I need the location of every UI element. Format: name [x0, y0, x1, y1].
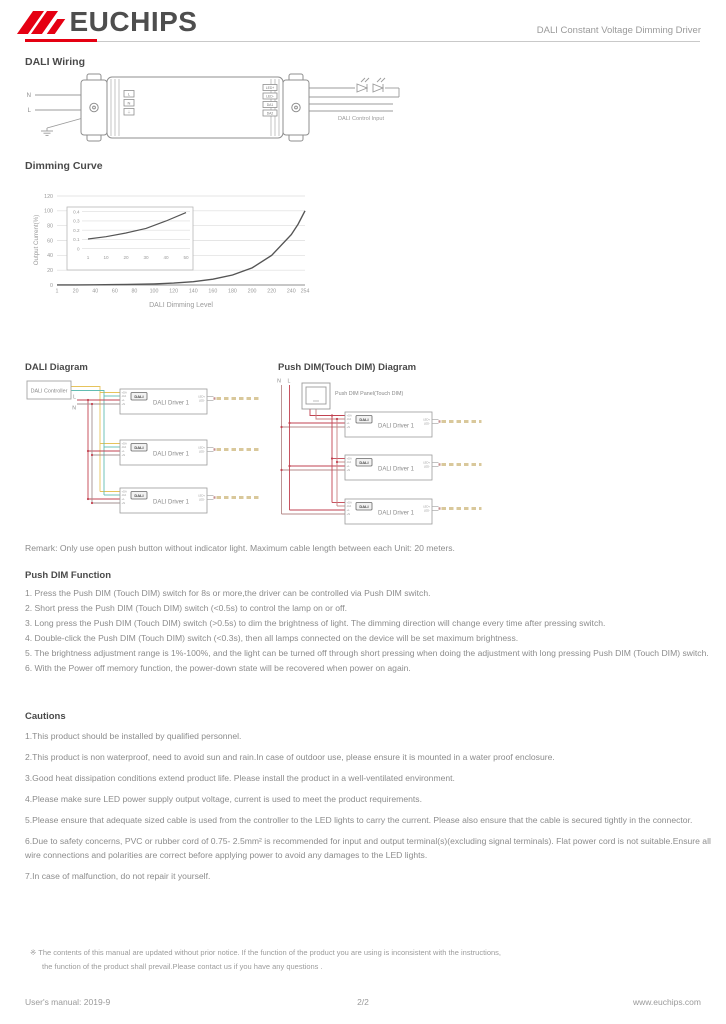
svg-text:+N: +N [121, 454, 126, 458]
svg-text:+N: +N [346, 426, 351, 430]
cautions-title: Cautions [25, 711, 66, 722]
dali-diagram-title: DALI Diagram [25, 362, 88, 373]
dali-controller-label: DALI Controller [30, 388, 68, 395]
svg-text:100: 100 [149, 288, 159, 295]
svg-text:DALI Dimming Level: DALI Dimming Level [149, 302, 213, 309]
push-dim-diagram [275, 375, 490, 540]
svg-text:LED+: LED+ [423, 461, 430, 465]
euchips-logo [25, 6, 198, 37]
bus-n-label: N [72, 405, 76, 412]
terminal-ledp: LED+ [265, 86, 275, 91]
svg-text:+DA: +DA [121, 490, 127, 494]
caution-item: 4.Please make sure LED power supply output voltage, current is used to meet the product requirements. [25, 794, 422, 804]
logo-text: EUCHIPS [69, 6, 198, 37]
svg-text:LED-: LED- [198, 399, 205, 403]
push-dim-function-list [25, 586, 719, 676]
footer-page-number: 2/2 [357, 997, 369, 1007]
svg-text:DALI: DALI [359, 504, 369, 509]
push-n-label: N [277, 378, 281, 385]
svg-text:0.3: 0.3 [73, 218, 80, 224]
svg-text:DALI Driver 1: DALI Driver 1 [378, 423, 415, 430]
dimming-curve-chart [28, 180, 328, 320]
svg-text:40: 40 [163, 255, 169, 260]
svg-text:220: 220 [267, 288, 277, 295]
push-l-label: L [287, 378, 291, 385]
bus-l-label: L [73, 394, 76, 401]
svg-text:+DA: +DA [121, 391, 127, 395]
svg-text:40: 40 [47, 253, 53, 260]
svg-text:120: 120 [169, 288, 179, 295]
svg-text:+L: +L [346, 509, 350, 513]
svg-text:60: 60 [111, 288, 118, 295]
svg-text:120: 120 [44, 193, 53, 200]
svg-text:140: 140 [188, 288, 198, 295]
dali-driver-group [120, 389, 262, 513]
svg-text:DALI Driver 1: DALI Driver 1 [378, 466, 415, 473]
terminal-da2: DA2 [266, 111, 274, 116]
svg-text:LED-: LED- [423, 422, 430, 426]
svg-text:160: 160 [208, 288, 218, 295]
svg-text:+L: +L [346, 422, 350, 426]
terminal-da1: DA1 [266, 103, 274, 108]
svg-text:+L: +L [121, 450, 125, 454]
svg-text:30: 30 [143, 255, 149, 260]
svg-text:240: 240 [286, 288, 296, 295]
svg-text:+N: +N [346, 469, 351, 473]
svg-text:+DA: +DA [121, 442, 127, 446]
svg-text:+DA: +DA [346, 501, 352, 505]
footer-website: www.euchips.com [632, 997, 701, 1007]
caution-item: 3.Good heat dissipation conditions extend product life. Please install the product in a well-ventilated environment. [25, 773, 455, 783]
svg-text:-DA: -DA [346, 418, 352, 422]
svg-text:0: 0 [50, 282, 53, 289]
push-dim-function-item: 1. Press the Push DIM (Touch DIM) switch for 8s or more,the driver can be controlled via Push DIM switch. [25, 588, 431, 598]
manual-note [30, 946, 690, 974]
cautions-list [25, 729, 719, 890]
svg-text:0.4: 0.4 [73, 209, 80, 215]
svg-text:LED-: LED- [198, 498, 205, 502]
svg-text:20: 20 [123, 255, 129, 260]
svg-text:0: 0 [76, 246, 80, 252]
caution-item: 6.Due to safety concerns, PVC or rubber cord of 0.75- 2.5mm² is recommended for input and output terminal(s)(excluding signal terminals). Flat power cord is not suitable.Ensure all wire connections and polarities are correct before applying power to avoid any damages to the LED lights. [25, 836, 711, 860]
caution-item: 1.This product should be installed by qualified personnel. [25, 731, 242, 741]
svg-text:-DA: -DA [346, 505, 352, 509]
svg-text:+L: +L [121, 498, 125, 502]
svg-text:DALI Driver 1: DALI Driver 1 [378, 510, 415, 517]
push-dim-function-title: Push DIM Function [25, 570, 112, 581]
caution-item: 5.Please ensure that adequate sized cable is used from the controller to the LED lights to carry the current. Please also ensure that the cable is secured tightly in the connector. [25, 815, 693, 825]
svg-text:1: 1 [86, 255, 90, 260]
remark-text: Remark: Only use open push button without indicator light. Maximum cable length between each Unit: 20 meters. [25, 543, 455, 553]
svg-text:DALI: DALI [359, 460, 369, 465]
svg-text:1: 1 [55, 288, 59, 295]
push-panel-label: Push DIM Panel(Touch DIM) [335, 391, 404, 397]
svg-text:-DA: -DA [121, 446, 127, 450]
svg-text:DALI: DALI [134, 493, 144, 498]
svg-text:DALI Driver 1: DALI Driver 1 [153, 499, 190, 506]
push-diagram-title: Push DIM(Touch DIM) Diagram [278, 362, 417, 373]
svg-text:+N: +N [121, 403, 126, 407]
svg-text:80: 80 [131, 288, 138, 295]
svg-text:DALI: DALI [134, 445, 144, 450]
svg-text:LED+: LED+ [198, 494, 205, 498]
terminal-gnd: ⏚ [127, 109, 131, 115]
svg-text:200: 200 [247, 288, 257, 295]
svg-text:50: 50 [183, 255, 189, 260]
l-label: L [27, 108, 31, 115]
svg-text:100: 100 [44, 208, 53, 215]
wiring-diagram [25, 70, 425, 148]
svg-text:20: 20 [47, 267, 53, 274]
dali-driver-box [345, 455, 482, 480]
svg-text:LED+: LED+ [198, 395, 205, 399]
push-dim-function-item: 4. Double-click the Push DIM (Touch DIM) switch (<0.3s), then all lamps connected on the device will be set maximum brightness. [25, 633, 519, 643]
svg-text:DALI: DALI [134, 394, 144, 399]
svg-text:40: 40 [92, 288, 99, 295]
push-dim-function-item: 3. Long press the Push DIM (Touch DIM) switch (>0.5s) to dim the brightness of light. The dimming direction will change every time after pressing switch. [25, 618, 606, 628]
svg-text:-DA: -DA [121, 494, 127, 498]
svg-text:+DA: +DA [346, 457, 352, 461]
page-footer [25, 997, 701, 1007]
n-label: N [26, 93, 31, 100]
svg-text:+L: +L [346, 465, 350, 469]
push-dim-function-item: 6. With the Power off memory function, the power-down state will be recovered when power on again. [25, 663, 411, 673]
svg-text:LED+: LED+ [423, 418, 430, 422]
svg-text:0.1: 0.1 [73, 237, 80, 243]
note-line-2: the function of the product shall prevail.Please contact us if you have any questions . [42, 962, 323, 971]
note-line-1: ※ The contents of this manual are updated without prior notice. If the function of the product you are using is inconsistent with the instructions, [30, 948, 501, 957]
svg-text:180: 180 [228, 288, 237, 295]
svg-text:LED+: LED+ [423, 505, 430, 509]
terminal-n: N [127, 100, 131, 106]
footer-manual-version: User's manual: 2019-9 [25, 997, 111, 1007]
dali-control-input-label: DALI Control Input [337, 116, 385, 122]
svg-text:Output Current(%): Output Current(%) [33, 214, 40, 266]
push-driver-group [345, 412, 482, 524]
caution-item: 2.This product is non waterproof, need to avoid sun and rain.In case of outdoor use, please ensure it is mounted in a water proof enclosure. [25, 752, 555, 762]
svg-text:-DA: -DA [346, 461, 352, 465]
logo-chevrons-icon [25, 11, 63, 34]
svg-text:+N: +N [346, 513, 351, 517]
dimming-title: Dimming Curve [25, 160, 103, 172]
svg-text:LED-: LED- [423, 509, 430, 513]
wiring-title: DALI Wiring [25, 56, 85, 68]
svg-text:60: 60 [47, 238, 53, 245]
dali-driver-box [120, 389, 262, 414]
push-dim-panel [302, 383, 330, 409]
terminal-ledm: LED- [266, 94, 274, 99]
svg-text:+N: +N [121, 502, 126, 506]
svg-text:DALI Driver 1: DALI Driver 1 [153, 451, 190, 458]
svg-text:0.2: 0.2 [73, 227, 80, 233]
svg-text:LED-: LED- [198, 450, 205, 454]
svg-text:DALI Driver 1: DALI Driver 1 [153, 400, 190, 407]
header-rule-accent [25, 39, 97, 42]
svg-text:+L: +L [121, 399, 125, 403]
svg-text:20: 20 [72, 288, 79, 295]
inset-box [67, 207, 193, 270]
caution-item: 7.In case of malfunction, do not repair it yourself. [25, 871, 211, 881]
dali-diagram [25, 375, 275, 540]
svg-text:-DA: -DA [121, 395, 127, 399]
dali-bus-wires [71, 387, 120, 504]
svg-text:10: 10 [103, 255, 109, 260]
svg-text:LED-: LED- [423, 465, 430, 469]
push-dim-function-item: 2. Short press the Push DIM (Touch DIM) switch (<0.5s) to control the lamp on or off. [25, 603, 348, 613]
dali-driver-box [345, 412, 482, 437]
terminal-l: L [127, 91, 131, 97]
svg-text:LED+: LED+ [198, 446, 205, 450]
header-rule [25, 41, 700, 42]
push-dim-function-item: 5. The brightness adjustment range is 1%-100%, and the light can be turned off through short pressing when doing the adjustment with long pressing Push DIM (Touch DIM) switch. [25, 648, 709, 658]
dali-driver-box [120, 488, 262, 513]
svg-text:DALI: DALI [359, 417, 369, 422]
input-terminal-block [124, 91, 134, 116]
svg-text:254: 254 [300, 288, 310, 295]
dali-driver-box [120, 440, 262, 465]
dali-driver-box [345, 499, 482, 524]
doc-title: DALI Constant Voltage Dimming Driver [536, 25, 701, 36]
svg-text:80: 80 [47, 223, 53, 230]
svg-text:+DA: +DA [346, 414, 352, 418]
